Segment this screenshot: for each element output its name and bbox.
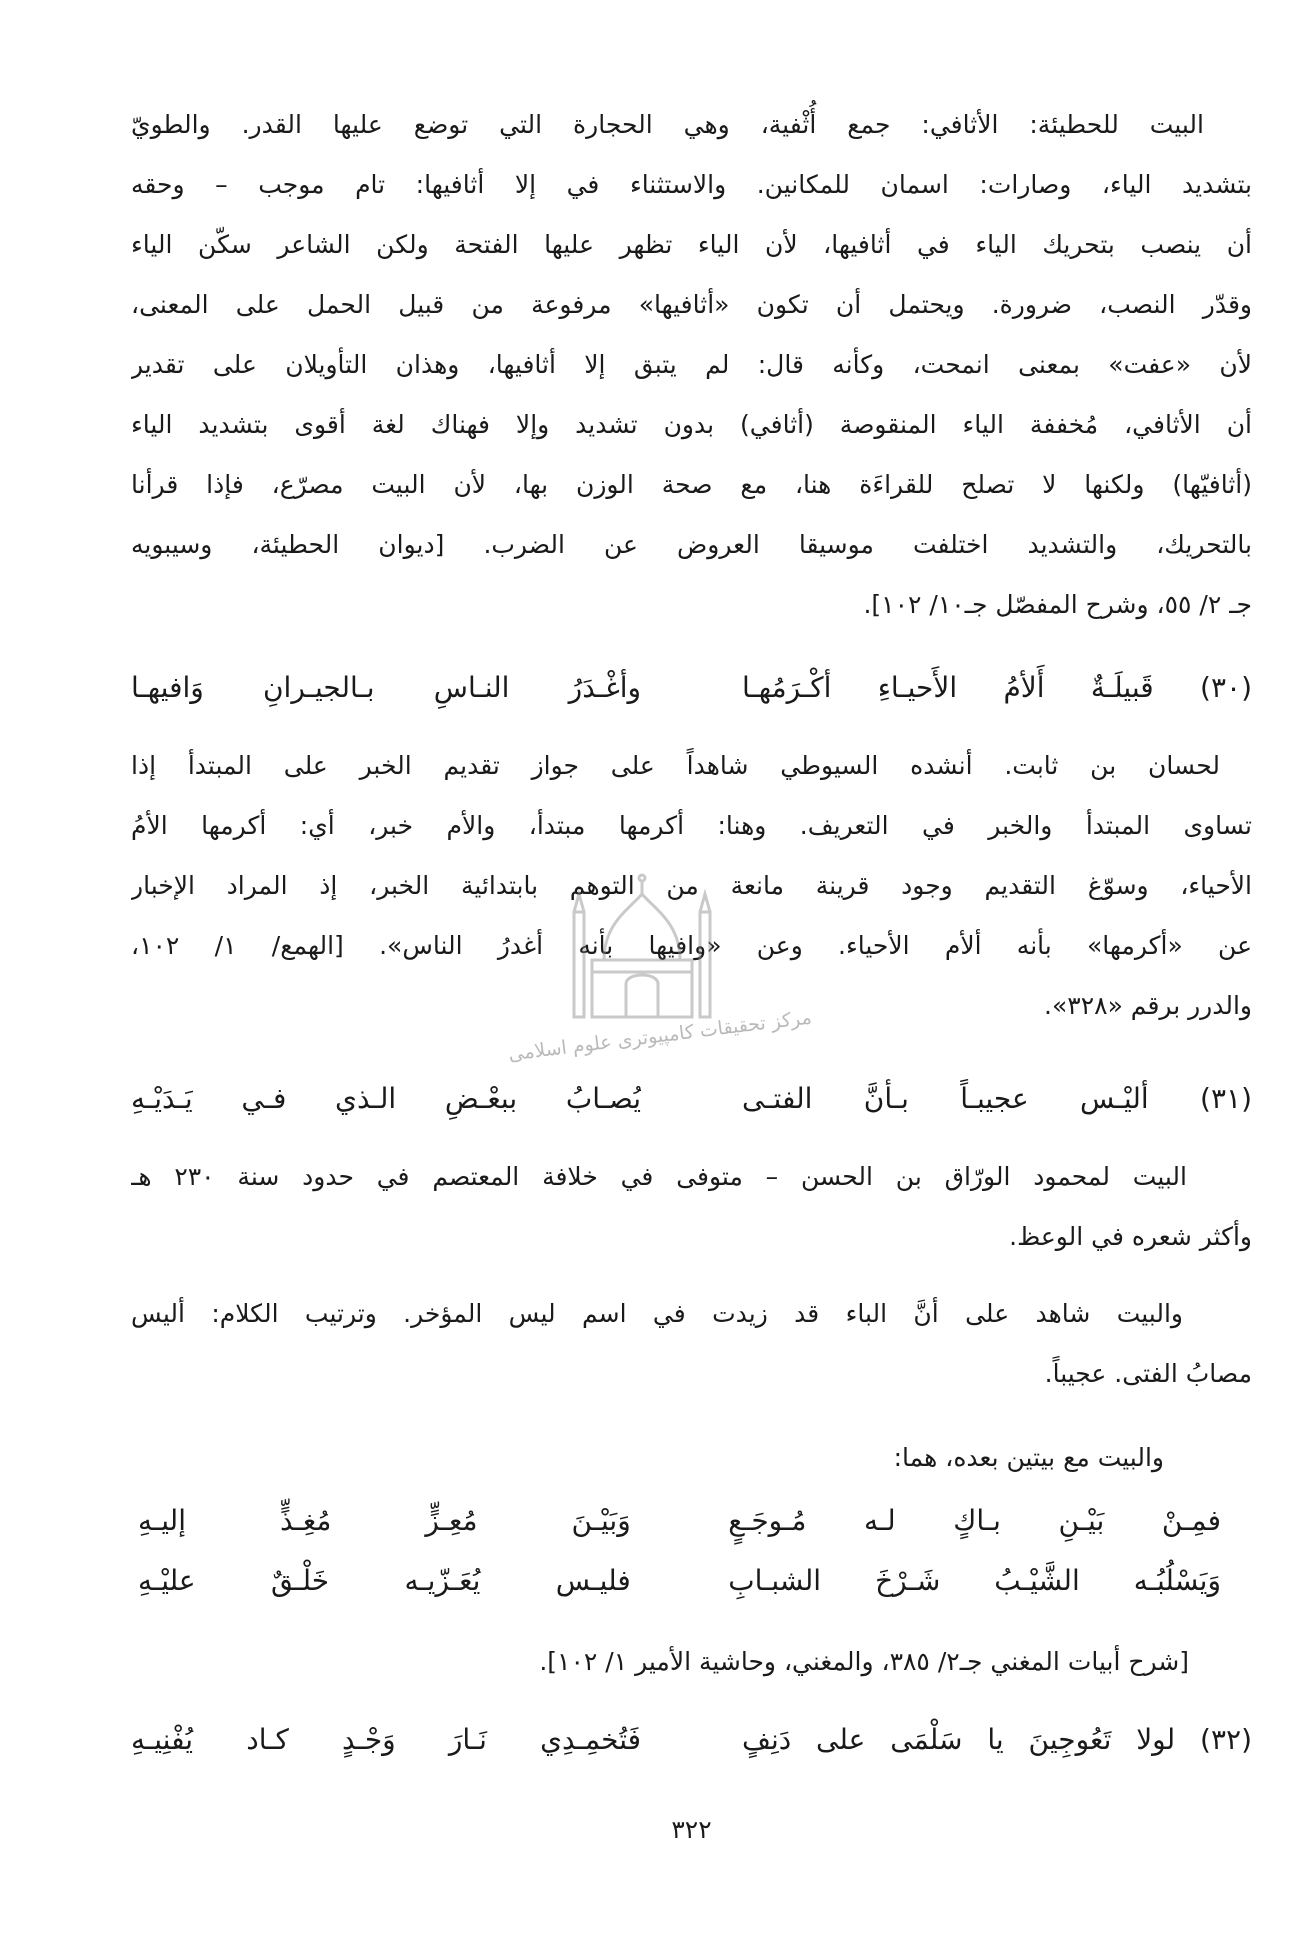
paragraph-line: جـ ٢/ ٥٥، وشرح المفصّل جـ١٠/ ١٠٢]. <box>863 590 1252 619</box>
paragraph-line: وقدّر النصب، ضرورة. ويحتمل أن تكون «أثافيها» مرفوعة من قبيل الحمل على المعنى، <box>131 290 1252 319</box>
paragraph-line: أن ينصب بتحريك الياء في أثافيها، لأن الياء تظهر عليها الفتحة ولكن الشاعر سكّن الياء <box>131 230 1252 259</box>
paragraph-line: بتشديد الياء، وصارات: اسمان للمكانين. والاستثناء في إلا أثافيها: تام موجب – وحقه <box>131 170 1252 199</box>
paragraph-line: لحسان بن ثابت. أنشده السيوطي شاهداً على جواز تقديم الخبر على المبتدأ إذا <box>131 751 1220 780</box>
following-verse <box>138 1551 1221 1611</box>
commentary-paragraph <box>131 95 1252 635</box>
verse-second-hemistich: وَبَيْـنَ مُعِـزٍّ مُغِـذٍّ إليـهِ <box>138 1504 631 1537</box>
verse-first-hemistich <box>742 653 1252 723</box>
commentary-paragraph <box>131 736 1252 1036</box>
paragraph-line: والبيت شاهد على أنَّ الباء قد زيدت في اسم ليس المؤخر. وترتيب الكلام: أليس <box>131 1299 1183 1328</box>
verse-first-hemistich <box>742 1705 1252 1775</box>
paragraph-line: بالتحريك، والتشديد اختلفت موسيقا العروض عن الضرب. [ديوان الحطيئة، وسيبويه <box>131 530 1252 559</box>
verse-second-hemistich: يُصـابُ ببعْـضِ الـذي فـي يَـدَيْـهِ <box>131 1082 642 1115</box>
commentary-paragraph <box>131 1284 1252 1404</box>
paragraph-line: (أثافيّها) ولكنها لا تصلح للقراءَة هنا، مع صحة الوزن بها، لأن البيت مصرّع، فإذا قرأنا <box>131 470 1252 499</box>
paragraph-line: لأن «عفت» بمعنى انمحت، وكأنه قال: لم يتبق إلا أثافيها، وهذان التأويلان على تقدير <box>131 350 1252 379</box>
verse-first-hemistich-text: قَبيلَـةٌ أَلأمُ الأَحيـاءِ أكْـرَمُهـا <box>741 671 1154 704</box>
page-number: ٣٢٢ <box>671 1815 712 1844</box>
paragraph-line: عن «أكرمها» بأنه ألأم الأحياء. وعن «وافيها بأنه أغدرُ الناس». [الهمع/ ١/ ١٠٢، <box>131 931 1252 960</box>
verse-first-hemistich: فمِـنْ بَيْـنِ بـاكٍ لـه مُـوجَـعٍ <box>728 1504 1221 1537</box>
verse-31 <box>131 1064 1252 1134</box>
verse-second-hemistich: فليـس يُعَـزّيـه خَلْـقٌ عليْـهِ <box>138 1564 631 1597</box>
verse-32 <box>131 1705 1252 1775</box>
paragraph-line: مصابُ الفتى. عجيباً. <box>1044 1359 1252 1388</box>
paragraph-line: البيت للحطيئة: الأثافي: جمع أُثْفية، وهي الحجارة التي توضع عليها القدر. والطويّ <box>131 110 1204 139</box>
following-verse <box>138 1491 1221 1551</box>
paragraph-line: تساوى المبتدأ والخبر في التعريف. وهنا: أكرمها مبتدأ، والأم خبر، أي: أكرمها الأمُ <box>131 811 1252 840</box>
verse-second-hemistich: فَتُخمِـدِي نَـارَ وَجْـدٍ كـاد يُفْنِيـهِ <box>131 1723 642 1756</box>
verse-number: (٣٢) <box>1200 1723 1252 1756</box>
watermark-text: مرکز تحقیقات کامپیوتری علوم اسلامی <box>507 1006 813 1066</box>
paragraph-line: الأحياء، وسوّغ التقديم وجود قرينة مانعة من التوهم بابتدائية الخبر، إذ المراد الإخبار <box>131 871 1252 900</box>
paragraph-line: البيت لمحمود الورّاق بن الحسن – متوفى في خلافة المعتصم في حدود سنة ٢٣٠ هـ <box>131 1162 1187 1191</box>
verse-first-hemistich-text: لولا تَعُوجِينَ يا سَلْمَى على دَنِفٍ <box>741 1723 1176 1756</box>
verse-second-hemistich: وأغْـدَرُ النـاسِ بـالجيـرانِ وَافيهـا <box>131 671 642 704</box>
verse-first-hemistich: وَيَسْلُبُـه الشَّيْـبُ شَـرْخَ الشبـابِ <box>728 1564 1221 1597</box>
following-verses <box>131 1491 1252 1611</box>
verse-first-hemistich <box>742 1064 1252 1134</box>
sources-citation: [شرح أبيات المغني جـ٢/ ٣٨٥، والمغني، وحاشية الأمير ١/ ١٠٢]. <box>539 1647 1189 1676</box>
verse-first-hemistich-text: أليْـس عجيبـاً بـأنَّ الفتـى <box>741 1082 1149 1115</box>
verse-number: (٣١) <box>1200 1082 1252 1115</box>
verses-intro-line: والبيت مع بيتين بعده، هما: <box>893 1443 1164 1472</box>
verse-30 <box>131 653 1252 723</box>
commentary-paragraph <box>131 1147 1252 1267</box>
verse-number: (٣٠) <box>1200 671 1252 704</box>
paragraph-line: أن الأثافي، مُخففة الياء المنقوصة (أثافي) بدون تشديد وإلا فهناك لغة أقوى بتشديد الياء <box>131 410 1252 439</box>
paragraph-line: وأكثر شعره في الوعظ. <box>1009 1222 1252 1251</box>
paragraph-line: والدرر برقم «٣٢٨». <box>1044 991 1252 1020</box>
